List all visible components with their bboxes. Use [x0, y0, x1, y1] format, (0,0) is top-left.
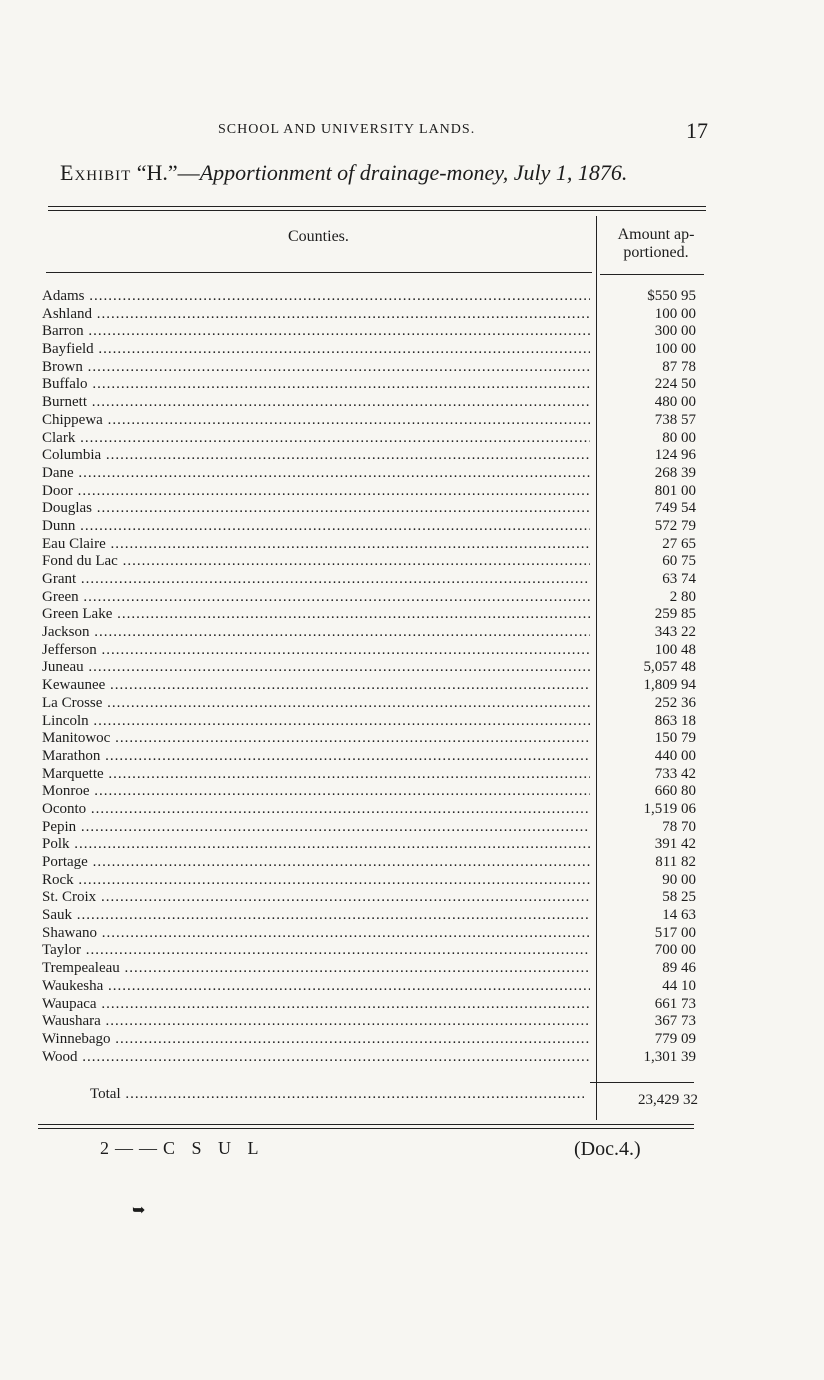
table-row	[36, 412, 706, 430]
county-name: St. Croix .....	[42, 889, 590, 907]
county-name: Clark .....	[42, 430, 590, 448]
table-row	[36, 730, 706, 748]
amount-apportioned: 700 00	[654, 942, 696, 959]
table-row	[36, 288, 706, 306]
amount-apportioned: 124 96	[654, 447, 696, 464]
amount-apportioned: 14 63	[662, 907, 696, 924]
table-row	[36, 306, 706, 324]
exhibit-label: Exhibit	[60, 160, 132, 185]
county-name: Columbia .....	[42, 447, 590, 465]
county-name: Green Lake .....	[42, 606, 590, 624]
amount-apportioned: 259 85	[654, 606, 696, 623]
total-amount: 23,429 32	[638, 1092, 698, 1108]
amount-apportioned: 89 46	[662, 960, 696, 977]
running-header: SCHOOL AND UNIVERSITY LANDS.	[218, 122, 476, 137]
exhibit-heading	[60, 160, 627, 186]
table-row	[36, 907, 706, 925]
county-name: Door .....	[42, 483, 590, 501]
amount-apportioned: 517 00	[654, 924, 696, 941]
table-row	[36, 553, 706, 571]
amount-apportioned: 367 73	[654, 1013, 696, 1030]
table-row	[36, 925, 706, 943]
county-name: Jefferson .....	[42, 642, 590, 660]
table-row	[36, 978, 706, 996]
amount-apportioned: 78 70	[662, 818, 696, 835]
county-name: Brown .....	[42, 359, 590, 377]
amount-apportioned: 1,519 06	[643, 800, 696, 817]
column-header-amount-line1: Amount ap-	[617, 226, 695, 243]
county-name: La Crosse .....	[42, 695, 590, 713]
amount-apportioned: 749 54	[654, 500, 696, 517]
county-name: Winnebago .....	[42, 1031, 590, 1049]
county-name: Waupaca .....	[42, 996, 590, 1014]
footer-doc-number: (Doc.4.)	[574, 1138, 641, 1160]
amount-apportioned: 300 00	[654, 323, 696, 340]
table-row	[36, 571, 706, 589]
county-name: Marquette .....	[42, 766, 590, 784]
county-name: Polk .....	[42, 836, 590, 854]
table-row	[36, 783, 706, 801]
county-name: Burnett .....	[42, 394, 590, 412]
amount-apportioned: 480 00	[654, 394, 696, 411]
county-name: Juneau .....	[42, 659, 590, 677]
total-row	[36, 1084, 706, 1108]
amount-apportioned: 801 00	[654, 482, 696, 499]
table-row	[36, 960, 706, 978]
amount-apportioned: 2 80	[669, 588, 696, 605]
table-row	[36, 447, 706, 465]
table-bottom-rule-2	[38, 1128, 694, 1129]
amount-apportioned: 100 00	[654, 341, 696, 358]
total-rule	[590, 1082, 694, 1083]
table-row	[36, 713, 706, 731]
amount-apportioned: 27 65	[662, 535, 696, 552]
footer-signature: 2——C S U L	[100, 1138, 265, 1158]
table-row	[36, 801, 706, 819]
table-row	[36, 323, 706, 341]
amount-apportioned: 80 00	[662, 429, 696, 446]
table-row	[36, 872, 706, 890]
county-name: Chippewa .....	[42, 412, 590, 430]
table-row	[36, 766, 706, 784]
column-header-amount-line2: portioned.	[623, 244, 689, 261]
county-name: Monroe .....	[42, 783, 590, 801]
county-name: Fond du Lac .....	[42, 553, 590, 571]
amount-apportioned: 572 79	[654, 517, 696, 534]
amount-apportioned: 863 18	[654, 712, 696, 729]
amount-apportioned: 224 50	[654, 376, 696, 393]
county-name: Barron .....	[42, 323, 590, 341]
amount-apportioned: 268 39	[654, 464, 696, 481]
county-name: Oconto .....	[42, 801, 590, 819]
exhibit-id: “H.”—	[136, 160, 200, 185]
table-row	[36, 500, 706, 518]
exhibit-title: Apportionment of drainage-money, July 1, 1876.	[199, 160, 628, 185]
total-label: Total .....	[90, 1084, 584, 1104]
county-name: Douglas .....	[42, 500, 590, 518]
column-header-counties: Counties.	[288, 228, 349, 245]
amount-apportioned: 738 57	[654, 411, 696, 428]
table-row	[36, 465, 706, 483]
county-name: Wood .....	[42, 1049, 590, 1067]
county-name: Eau Claire .....	[42, 536, 590, 554]
amount-apportioned: 811 82	[655, 854, 696, 870]
column-header-amount	[600, 226, 712, 262]
county-name: Ashland .....	[42, 306, 590, 324]
county-name: Portage .....	[42, 854, 590, 872]
table-row	[36, 836, 706, 854]
county-name: Lincoln .....	[42, 713, 590, 731]
amount-apportioned: 660 80	[654, 783, 696, 800]
amount-apportioned: 63 74	[662, 571, 696, 587]
table-row	[36, 376, 706, 394]
table-bottom-rule	[38, 1124, 694, 1125]
county-name: Taylor .....	[42, 942, 590, 960]
county-name: Manitowoc .....	[42, 730, 590, 748]
amount-apportioned: 391 42	[654, 836, 696, 853]
amount-header-rule	[600, 274, 704, 275]
table-row	[36, 996, 706, 1014]
amount-apportioned: 733 42	[654, 765, 696, 782]
county-name: Kewaunee .....	[42, 677, 590, 695]
county-name: Grant .....	[42, 571, 590, 589]
ink-mark: ➥	[132, 1202, 146, 1219]
table-row	[36, 430, 706, 448]
table-row	[36, 1049, 706, 1067]
amount-apportioned: 343 22	[654, 624, 696, 641]
amount-apportioned: 58 25	[662, 889, 696, 906]
county-name: Waukesha .....	[42, 978, 590, 996]
county-name: Green .....	[42, 589, 590, 607]
counties-header-rule	[46, 272, 592, 273]
amount-apportioned: 87 78	[662, 358, 696, 375]
county-name: Rock .....	[42, 872, 590, 890]
amount-apportioned: 100 48	[654, 641, 696, 658]
amount-apportioned: 60 75	[662, 553, 696, 570]
table-row	[36, 942, 706, 960]
county-name: Shawano .....	[42, 925, 590, 943]
county-name: Bayfield .....	[42, 341, 590, 359]
county-name: Dunn .....	[42, 518, 590, 536]
amount-apportioned: 90 00	[662, 871, 696, 888]
amount-apportioned: 150 79	[654, 730, 696, 747]
amount-apportioned: 100 00	[654, 305, 696, 322]
table-row	[36, 889, 706, 907]
amount-apportioned: 661 73	[654, 995, 696, 1012]
table-row	[36, 748, 706, 766]
table-row	[36, 359, 706, 377]
table-row	[36, 536, 706, 554]
amount-apportioned: 1,301 39	[643, 1048, 696, 1065]
amount-apportioned: 252 36	[654, 694, 696, 711]
table-row	[36, 394, 706, 412]
table-row	[36, 1031, 706, 1049]
county-name: Sauk .....	[42, 907, 590, 925]
county-list	[36, 288, 706, 1066]
table-row	[36, 819, 706, 837]
amount-apportioned: 779 09	[654, 1030, 696, 1047]
county-name: Dane .....	[42, 465, 590, 483]
table-row	[36, 642, 706, 660]
table-top-rule-2	[48, 210, 706, 211]
county-name: Trempealeau .....	[42, 960, 590, 978]
table-row	[36, 518, 706, 536]
county-name: Waushara .....	[42, 1013, 590, 1031]
table-row	[36, 659, 706, 677]
table-row	[36, 677, 706, 695]
table-row	[36, 624, 706, 642]
amount-apportioned: 1,809 94	[643, 677, 696, 694]
table-row	[36, 606, 706, 624]
county-name: Pepin .....	[42, 819, 590, 837]
county-name: Buffalo .....	[42, 376, 590, 394]
page-number: 17	[686, 118, 708, 143]
table-row	[36, 854, 706, 872]
amount-apportioned: 5,057 48	[643, 659, 696, 676]
amount-apportioned: 440 00	[654, 747, 696, 764]
amount-apportioned: 44 10	[662, 977, 696, 994]
county-name: Marathon .....	[42, 748, 590, 766]
table-row	[36, 695, 706, 713]
table-row	[36, 341, 706, 359]
table-top-rule	[48, 206, 706, 207]
table-row	[36, 1013, 706, 1031]
county-name: Jackson .....	[42, 624, 590, 642]
table-row	[36, 483, 706, 501]
county-name: Adams .....	[42, 288, 590, 306]
amount-apportioned: $550 95	[647, 288, 696, 304]
table-row	[36, 589, 706, 607]
